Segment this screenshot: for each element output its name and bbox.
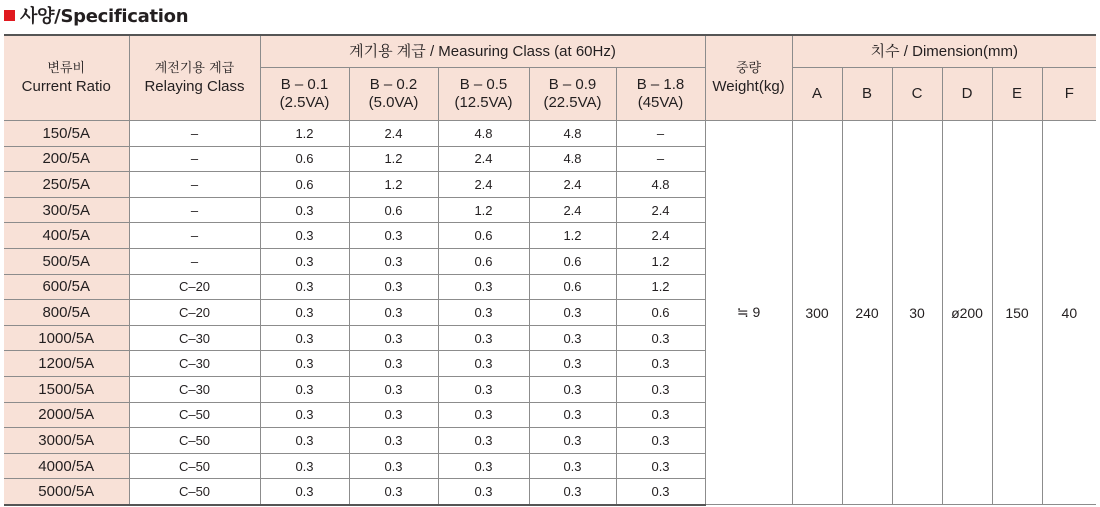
dimension-value-c: 30 bbox=[892, 121, 942, 505]
dimension-value-d: ø200 bbox=[942, 121, 992, 505]
section-title: 사양/Specification bbox=[20, 6, 189, 27]
measuring-class-cell: 2.4 bbox=[529, 197, 616, 223]
current-ratio-cell: 3000/5A bbox=[4, 428, 129, 454]
measuring-class-cell: 2.4 bbox=[438, 146, 529, 172]
weight-value-cell: ≒ 9 bbox=[705, 121, 792, 505]
measuring-class-cell: 0.3 bbox=[529, 402, 616, 428]
measuring-class-cell: 0.3 bbox=[349, 428, 438, 454]
measuring-class-header: B – 0.5 (12.5VA) bbox=[438, 68, 529, 121]
relaying-class-cell: – bbox=[129, 121, 260, 147]
dimension-header-f: F bbox=[1042, 68, 1096, 121]
dimension-header-a: A bbox=[792, 68, 842, 121]
relaying-class-cell: C–30 bbox=[129, 325, 260, 351]
relaying-class-cell: C–20 bbox=[129, 274, 260, 300]
current-ratio-cell: 400/5A bbox=[4, 223, 129, 249]
specification-table-body bbox=[4, 121, 1096, 505]
current-ratio-cell: 600/5A bbox=[4, 274, 129, 300]
relaying-class-cell: C–50 bbox=[129, 453, 260, 479]
dimension-header-e: E bbox=[992, 68, 1042, 121]
measuring-class-cell: 4.8 bbox=[529, 121, 616, 147]
relaying-class-cell: – bbox=[129, 197, 260, 223]
specification-table bbox=[4, 34, 1096, 506]
measuring-class-cell: 0.3 bbox=[260, 325, 349, 351]
measuring-class-cell: 1.2 bbox=[260, 121, 349, 147]
measuring-class-cell: 0.3 bbox=[529, 300, 616, 326]
measuring-class-cell: 0.3 bbox=[349, 453, 438, 479]
measuring-class-cell: 1.2 bbox=[616, 248, 705, 274]
current-ratio-cell: 4000/5A bbox=[4, 453, 129, 479]
relaying-class-cell: C–50 bbox=[129, 402, 260, 428]
measuring-class-cell: 0.3 bbox=[260, 223, 349, 249]
measuring-class-cell: 1.2 bbox=[438, 197, 529, 223]
relaying-class-cell: C–50 bbox=[129, 428, 260, 454]
measuring-class-cell: 0.3 bbox=[260, 197, 349, 223]
measuring-class-cell: 0.3 bbox=[616, 402, 705, 428]
measuring-class-cell: 0.6 bbox=[438, 248, 529, 274]
current-ratio-cell: 250/5A bbox=[4, 172, 129, 198]
measuring-class-header: B – 0.9 (22.5VA) bbox=[529, 68, 616, 121]
current-ratio-cell: 200/5A bbox=[4, 146, 129, 172]
measuring-class-cell: 2.4 bbox=[616, 223, 705, 249]
section-heading bbox=[4, 2, 188, 28]
measuring-class-group-header: 계기용 계급 / Measuring Class (at 60Hz) bbox=[260, 35, 705, 68]
measuring-class-cell: 0.3 bbox=[616, 428, 705, 454]
measuring-class-cell: 2.4 bbox=[616, 197, 705, 223]
measuring-class-cell: 0.3 bbox=[438, 325, 529, 351]
dimension-header-b: B bbox=[842, 68, 892, 121]
red-square-icon bbox=[4, 10, 15, 21]
measuring-class-cell: 0.3 bbox=[260, 376, 349, 402]
measuring-class-cell: 0.3 bbox=[349, 248, 438, 274]
measuring-class-cell: 0.6 bbox=[260, 172, 349, 198]
relaying-class-cell: – bbox=[129, 223, 260, 249]
dimension-value-e: 150 bbox=[992, 121, 1042, 505]
measuring-class-cell: 0.6 bbox=[349, 197, 438, 223]
measuring-class-cell: 0.3 bbox=[529, 428, 616, 454]
measuring-class-cell: 0.3 bbox=[349, 223, 438, 249]
ratio-column-header: 변류비 Current Ratio bbox=[4, 35, 129, 121]
measuring-class-cell: 0.3 bbox=[349, 376, 438, 402]
relaying-class-column-header: 계전기용 계급 Relaying Class bbox=[129, 35, 260, 121]
measuring-class-cell: 0.3 bbox=[616, 325, 705, 351]
relaying-class-cell: C–30 bbox=[129, 376, 260, 402]
measuring-class-cell: 0.3 bbox=[260, 274, 349, 300]
measuring-class-cell: 0.3 bbox=[349, 479, 438, 505]
measuring-class-cell: 0.3 bbox=[438, 453, 529, 479]
measuring-class-cell: – bbox=[616, 146, 705, 172]
measuring-class-cell: 1.2 bbox=[349, 146, 438, 172]
measuring-class-cell: 4.8 bbox=[616, 172, 705, 198]
dimension-value-a: 300 bbox=[792, 121, 842, 505]
measuring-class-cell: 0.3 bbox=[260, 300, 349, 326]
measuring-class-cell: – bbox=[616, 121, 705, 147]
measuring-class-header: B – 0.2 (5.0VA) bbox=[349, 68, 438, 121]
current-ratio-cell: 150/5A bbox=[4, 121, 129, 147]
measuring-class-cell: 0.3 bbox=[616, 351, 705, 377]
measuring-class-cell: 1.2 bbox=[616, 274, 705, 300]
measuring-class-cell: 0.3 bbox=[349, 351, 438, 377]
current-ratio-cell: 800/5A bbox=[4, 300, 129, 326]
current-ratio-cell: 1200/5A bbox=[4, 351, 129, 377]
measuring-class-cell: 0.3 bbox=[438, 428, 529, 454]
measuring-class-cell: 2.4 bbox=[438, 172, 529, 198]
measuring-class-cell: 0.3 bbox=[438, 402, 529, 428]
measuring-class-cell: 2.4 bbox=[349, 121, 438, 147]
measuring-class-cell: 0.3 bbox=[438, 300, 529, 326]
measuring-class-header: B – 0.1 (2.5VA) bbox=[260, 68, 349, 121]
measuring-class-cell: 0.3 bbox=[349, 274, 438, 300]
weight-column-header: 중량 Weight(kg) bbox=[705, 35, 792, 121]
measuring-class-cell: 0.3 bbox=[260, 479, 349, 505]
measuring-class-cell: 0.6 bbox=[529, 248, 616, 274]
current-ratio-cell: 500/5A bbox=[4, 248, 129, 274]
current-ratio-cell: 2000/5A bbox=[4, 402, 129, 428]
relaying-class-cell: – bbox=[129, 172, 260, 198]
dimension-header-c: C bbox=[892, 68, 942, 121]
current-ratio-cell: 1500/5A bbox=[4, 376, 129, 402]
measuring-class-cell: 0.3 bbox=[529, 453, 616, 479]
measuring-class-cell: 0.3 bbox=[349, 325, 438, 351]
measuring-class-cell: 0.3 bbox=[529, 351, 616, 377]
dimension-header-d: D bbox=[942, 68, 992, 121]
measuring-class-cell: 0.3 bbox=[260, 351, 349, 377]
current-ratio-cell: 300/5A bbox=[4, 197, 129, 223]
measuring-class-cell: 1.2 bbox=[529, 223, 616, 249]
current-ratio-cell: 5000/5A bbox=[4, 479, 129, 505]
measuring-class-cell: 0.3 bbox=[529, 325, 616, 351]
measuring-class-cell: 2.4 bbox=[529, 172, 616, 198]
dimension-group-header: 치수 / Dimension(mm) bbox=[792, 35, 1096, 68]
dimension-value-f: 40 bbox=[1042, 121, 1096, 505]
measuring-class-cell: 0.3 bbox=[260, 248, 349, 274]
measuring-class-cell: 0.6 bbox=[438, 223, 529, 249]
relaying-class-cell: – bbox=[129, 248, 260, 274]
relaying-class-cell: – bbox=[129, 146, 260, 172]
relaying-class-cell: C–50 bbox=[129, 479, 260, 505]
current-ratio-cell: 1000/5A bbox=[4, 325, 129, 351]
measuring-class-cell: 4.8 bbox=[529, 146, 616, 172]
measuring-class-cell: 0.3 bbox=[616, 453, 705, 479]
measuring-class-cell: 0.3 bbox=[260, 453, 349, 479]
measuring-class-cell: 0.3 bbox=[616, 376, 705, 402]
measuring-class-cell: 0.3 bbox=[438, 274, 529, 300]
measuring-class-header: B – 1.8 (45VA) bbox=[616, 68, 705, 121]
measuring-class-cell: 0.3 bbox=[529, 376, 616, 402]
measuring-class-cell: 0.3 bbox=[438, 351, 529, 377]
measuring-class-cell: 0.6 bbox=[616, 300, 705, 326]
measuring-class-cell: 1.2 bbox=[349, 172, 438, 198]
dimension-value-b: 240 bbox=[842, 121, 892, 505]
measuring-class-cell: 0.3 bbox=[260, 402, 349, 428]
measuring-class-cell: 0.3 bbox=[616, 479, 705, 505]
measuring-class-cell: 0.3 bbox=[438, 479, 529, 505]
measuring-class-cell: 0.3 bbox=[529, 479, 616, 505]
measuring-class-cell: 0.3 bbox=[349, 402, 438, 428]
measuring-class-cell: 0.3 bbox=[349, 300, 438, 326]
measuring-class-cell: 0.3 bbox=[438, 376, 529, 402]
measuring-class-cell: 0.6 bbox=[529, 274, 616, 300]
measuring-class-cell: 4.8 bbox=[438, 121, 529, 147]
measuring-class-cell: 0.3 bbox=[260, 428, 349, 454]
measuring-class-cell: 0.6 bbox=[260, 146, 349, 172]
relaying-class-cell: C–20 bbox=[129, 300, 260, 326]
table-row bbox=[4, 121, 1096, 147]
relaying-class-cell: C–30 bbox=[129, 351, 260, 377]
